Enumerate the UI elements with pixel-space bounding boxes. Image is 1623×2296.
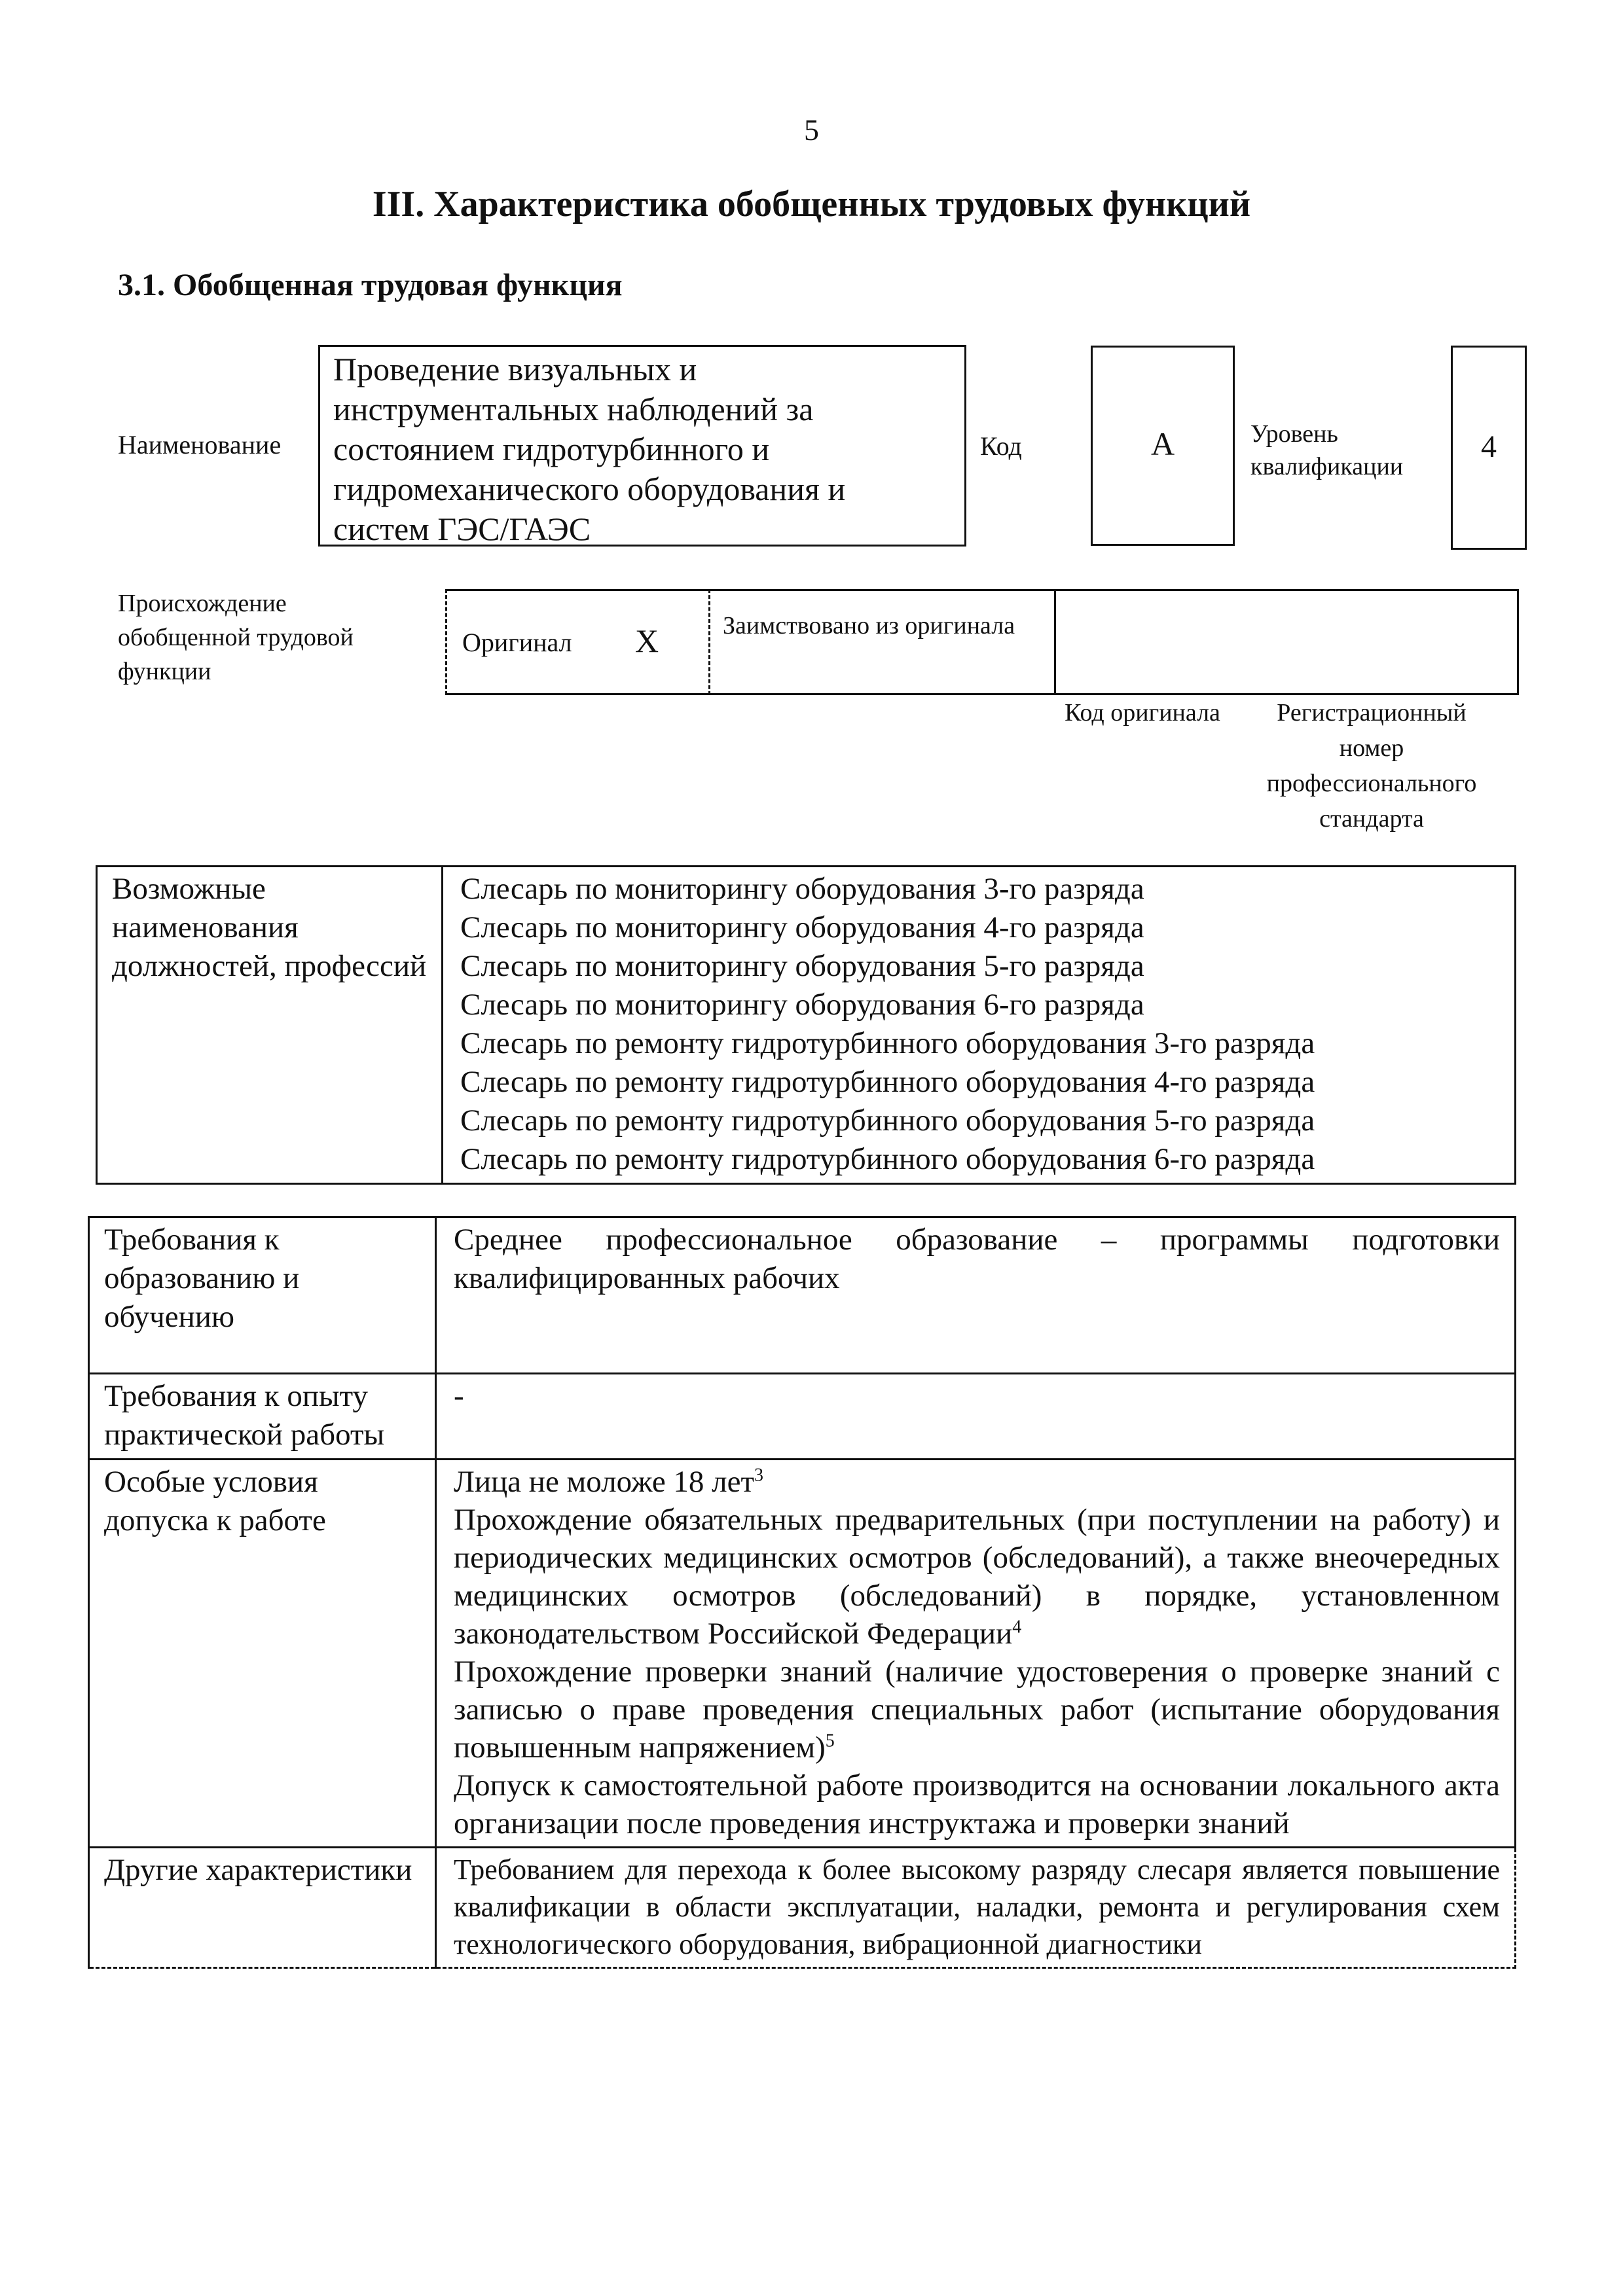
section-title: III. Характеристика обобщенных трудовых функций [372, 184, 1251, 224]
function-name: Проведение визуальных и инструментальных наблюдений за состоянием гидротурбинного и гидромеханического оборудования и систем ГЭС/ГАЭС [333, 351, 846, 547]
list-item: Прохождение проверки знаний (наличие удостоверения о проверке знаний с записью о праве проведения специальных работ (испытание оборудования повышенным напряжением)$^5$ [454, 1655, 1500, 1765]
subsection-title: 3.1. Обобщенная трудовая функция [118, 268, 623, 302]
level-value: 4 [1481, 429, 1497, 464]
page-number: 5 [804, 113, 819, 147]
experience-label: Требования к опыту практической работы [89, 1374, 436, 1460]
education-label: Требования к образованию и обучению [89, 1217, 436, 1374]
list-item: Слесарь по ремонту гидротурбинного оборудования 6-го разряда [460, 1142, 1315, 1176]
list-item: Допуск к самостоятельной работе производится на основании локального акта организации после проведения инструктажа и проверки знаний [454, 1768, 1500, 1840]
list-item: Слесарь по ремонту гидротурбинного оборудования 5-го разряда [460, 1103, 1315, 1138]
level-label: Уровень квалификации [1250, 420, 1404, 480]
origin-label: Происхождение обобщенной трудовой функции [118, 590, 354, 685]
original-label: Оригинал [462, 628, 572, 657]
level-box [1451, 346, 1527, 550]
positions-label: Возможные наименования должностей, профессий [97, 867, 443, 1184]
borrowed-label: Заимствовано из оригинала [723, 612, 1015, 639]
name-label: Наименование [118, 430, 282, 459]
other-label: Другие характеристики [89, 1848, 436, 1968]
code-label: Код [980, 431, 1022, 461]
positions-list [443, 867, 1516, 1184]
list-item: Слесарь по мониторингу оборудования 5-го разряда [460, 949, 1144, 983]
other-value: Требованием для перехода к более высокому разряду слесаря является повышение квалификации в области эксплуатации, наладки, ремонта и регулирования схем технологического оборудования, вибрационной диагностики [436, 1848, 1516, 1968]
list-item: Слесарь по мониторингу оборудования 6-го разряда [460, 988, 1144, 1022]
list-item: Слесарь по мониторингу оборудования 4-го разряда [460, 910, 1144, 944]
list-item: Слесарь по ремонту гидротурбинного оборудования 3-го разряда [460, 1026, 1315, 1060]
code-box [1091, 346, 1235, 546]
list-item: Лица не моложе 18 лет$^3$ [454, 1465, 764, 1499]
original-mark: Х [635, 622, 659, 659]
name-box [318, 345, 966, 547]
admission-label: Особые условия допуска к работе [89, 1460, 436, 1848]
admission-list [436, 1460, 1516, 1848]
positions-table [96, 865, 1516, 1185]
experience-value: - [436, 1374, 1516, 1460]
education-value: Среднее профессиональное образование – программы подготовки квалифицированных рабочих [436, 1217, 1516, 1374]
code-original-caption: Код оригинала [1065, 699, 1220, 726]
list-item: Прохождение обязательных предварительных (при поступлении на работу) и периодических медицинских осмотров (обследований), а также внеочередных медицинских осмотров (обследований) в порядке, установленном законодательством Российской Федерации$^4$ [454, 1503, 1500, 1651]
list-item: Слесарь по ремонту гидротурбинного оборудования 4-го разряда [460, 1065, 1315, 1099]
list-item: Слесарь по мониторингу оборудования 3-го разряда [460, 872, 1144, 906]
code-value: А [1150, 425, 1175, 462]
reg-number-caption: Регистрационный номер профессионального стандарта [1266, 699, 1477, 833]
requirements-table [88, 1216, 1516, 1969]
